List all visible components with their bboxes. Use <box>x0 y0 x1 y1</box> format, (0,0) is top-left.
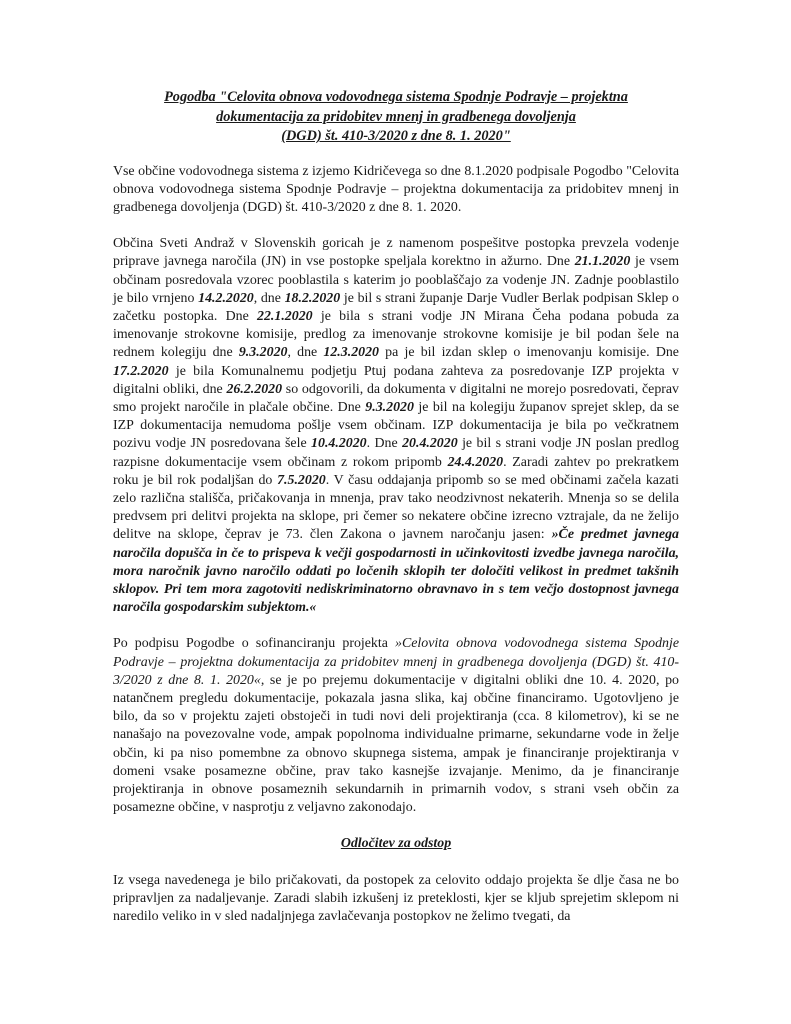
text-run: je bil s strani županje Darje Vudler Berlak podpisan Sklep o začetku postopka. Dne <box>113 290 679 324</box>
text-run: je bil na kolegiju županov sprejet sklep, da se IZP dokumentacija nemudoma pošlje vsem občinam. IZP dokumentacija je bila po večkratnem pozivu vodje JN posredovana šele <box>113 399 679 452</box>
text-run: , dne <box>287 345 324 361</box>
text-run: Po podpisu Pogodbe o sofinanciranju projekta <box>113 636 396 652</box>
document-title <box>113 88 679 147</box>
text-run: . Zaradi zahtev po prekratkem roku je bil rok podaljšan do <box>113 454 679 488</box>
text-run: 9.3.2020 <box>238 345 288 361</box>
text-run: Iz vsega navedenega je bilo pričakovati, da postopek za celovito oddajo projekta še dlje časa ne bo pripravljen za nadaljevanje. Zaradi slabih izkušenj iz preteklosti, kjer se kljub sprejetim sklepom ni naredilo veliko in v sled nadaljnjega zavlačevanja postopkov ne želimo tvegati, da <box>113 872 679 925</box>
text-run: (DGD) št. 410-3/2020 z dne 8. 1. 2020" <box>281 128 511 144</box>
text-run: . Dne <box>366 436 403 452</box>
text-run: 9.3.2020 <box>365 399 414 415</box>
text-run: 22.1.2020 <box>257 308 313 324</box>
text-run: pa je bil izdan sklep o imenovanju komisije. Dne <box>378 345 679 361</box>
text-run: »Celovita obnova vodovodnega sistema Spodnje Podravje – projektna dokumentacija za pridobitev mnenj in gradbenega dovoljenja (DGD) št. 410-3/2020 z dne 8. 1. 2020« <box>113 636 679 688</box>
text-run: so odgovorili, da dokumenta v digitalni ne morejo posredovati, čeprav smo projekt naročile in plačale občine. Dne <box>113 381 679 415</box>
text-run: Občina Sveti Andraž v Slovenskih goricah je z namenom pospešitve postopka prevzela vodenje priprave javnega naročila (JN) in vse postopke speljala korektno in ažurno. Dne <box>113 236 679 270</box>
paragraph <box>113 635 679 817</box>
text-run: 26.2.2020 <box>226 381 283 397</box>
text-run: je bil s strani vodje JN poslan predlog razpisne dokumentacije vsem občinam z rokom pripomb <box>113 436 680 470</box>
text-run: »Če predmet javnega naročila dopušča in če to prispeva k večji gospodarnosti in učinkovitosti izvedbe javnega naročila, mora naročnik javno naročilo oddati po ločenih sklopih ter določiti velikost in predmet takšnih sklopov. Pri tem mora zagotoviti nediskriminatorno obravnavo in s tem večjo dostopnost javnega naročila gospodarskim subjektom.« <box>113 527 679 616</box>
paragraph <box>113 235 679 617</box>
text-run: Pogodba "Celovita obnova vodovodnega sistema Spodnje Podravje – projektna <box>164 89 628 105</box>
text-run: Vse občine vodovodnega sistema z izjemo Kidričevega so dne 8.1.2020 podpisale Pogodbo "Celovita obnova vodovodnega sistema Spodnje Podravje – projektna dokumentacija za pridobitev mnenj in gradbenega dovoljenja (DGD) št. 410-3/2020 z dne 8. 1. 2020. <box>113 163 679 215</box>
paragraph <box>113 163 679 218</box>
text-run: 17.2.2020 <box>113 363 169 379</box>
text-run: dokumentacija za pridobitev mnenj in gradbenega dovoljenja <box>216 108 576 125</box>
text-run: 20.4.2020 <box>402 436 458 452</box>
text-run: , se je po prejemu dokumentacije v digitalni obliki dne 10. 4. 2020, po natančnem pregledu dokumentacije, pokazala jasna slika, kaj občine financiramo. Ugotovljeno je bilo, da so v projektu zajeti obstoječi in tudi novi deli projektiranja (cca. 8 kilometrov), ki se ne nanašajo na povezovalne vode, ampak popolnoma individualne primarne, sekundarne vode in želje občin, ki pa niso pomembne za obnovo skupnega sistema, ampak je financiranje projektiranja v domeni vsake posamezne občine, prav tako kasnejše izvajanje. Menimo, da je financiranje projektiranja in obnove posameznih sekundarnih in primarnih vodov, s strani vseh občin za posamezne občine, v nasprotju z veljavno zakonodajo. <box>113 672 679 816</box>
text-run: Odločitev za odstop <box>340 836 452 852</box>
text-run: 12.3.2020 <box>323 345 379 361</box>
text-run: 14.2.2020 <box>198 290 254 306</box>
text-run: . V času oddajanja pripomb so se med občinami začela kazati zelo različna stališča, pričakovanja in mnenja, prav tako neodzivnost nekaterih. Mnenja so se delila predvsem pri delitvi projekta na sklope, pri čemer so nekatere občine izrecno vztrajale, da ne želijo delitve na sklope, čeprav je 73. člen Zakona o javnem naročanju jasen: <box>113 472 679 543</box>
paragraph <box>113 872 679 927</box>
text-run: je bila s strani vodje JN Mirana Čeha podana pobuda za imenovanje strokovne komisije, predlog za imenovanje strokovne komisije je bil podan šele na rednem kolegiju dne <box>113 308 679 361</box>
text-run: , dne <box>253 290 285 306</box>
text-run: 24.4.2020 <box>447 454 504 470</box>
text-run: 18.2.2020 <box>284 290 341 306</box>
text-run: 21.1.2020 <box>574 254 631 270</box>
text-run: 7.5.2020 <box>277 472 326 488</box>
text-run: je bila Komunalnemu podjetju Ptuj podana zahteva za posredovanje IZP projekta v digitalni obliki, dne <box>113 363 679 397</box>
section-heading <box>113 835 679 853</box>
text-run: je vsem občinam posredovala vzorec pooblastila s katerim jo pooblaščajo za vodenje JN. Zadnje pooblastilo je bilo vrnjeno <box>113 254 679 306</box>
text-run: 10.4.2020 <box>311 436 367 452</box>
document-body <box>113 88 679 926</box>
